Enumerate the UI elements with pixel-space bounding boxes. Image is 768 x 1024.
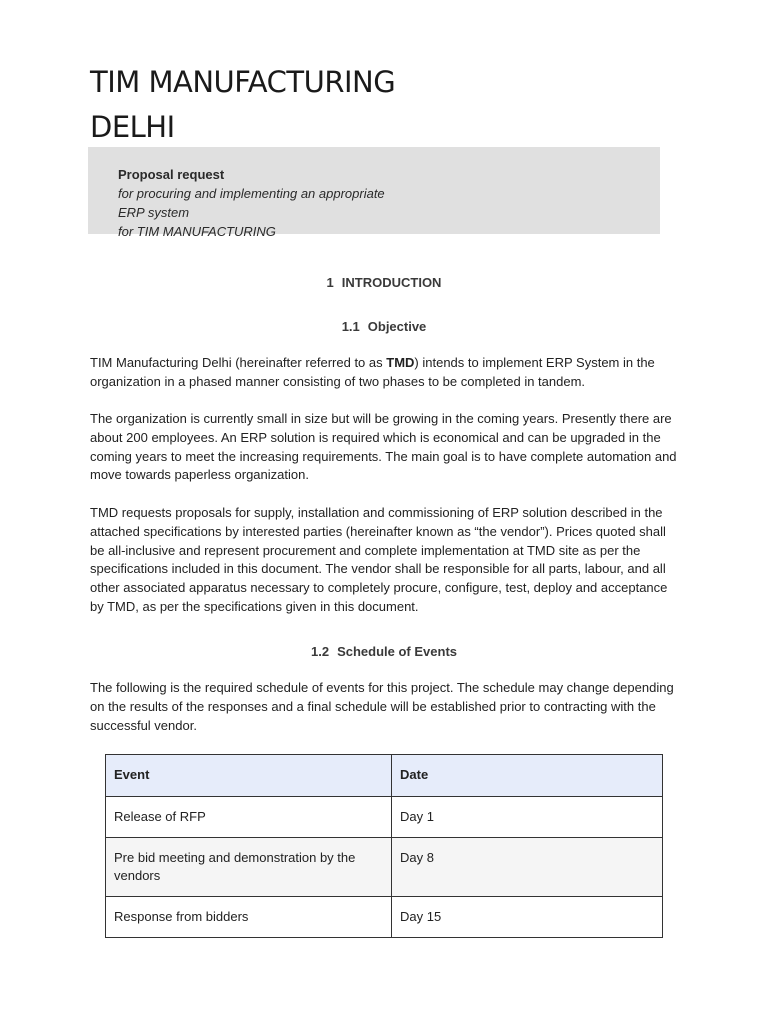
table-header-row xyxy=(106,755,663,797)
schedule-paragraph: The following is the required schedule of events for this project. The schedule may change depending on the results of the responses and a final schedule will be established prior to contracting with the successful vendor. xyxy=(90,680,674,733)
proposal-label: Proposal request xyxy=(118,167,225,182)
column-header-date: Date xyxy=(392,755,663,797)
proposal-line-2: ERP system xyxy=(118,205,190,220)
section-number: 1.2 xyxy=(311,644,330,659)
objective-paragraph-2: The organization is currently small in size but will be growing in the coming years. Presently there are about 200 employees. An ERP solution is required which is economical and can be upgraded in the coming years to meet the increasing requirements. The main goal is to have complete automation and move towards paperless organization. xyxy=(90,411,677,483)
schedule-table xyxy=(105,754,663,938)
proposal-summary-box xyxy=(88,147,660,239)
date-cell: Day 8 xyxy=(392,838,663,897)
section-heading-objective xyxy=(0,319,768,334)
section-number: 1 xyxy=(326,275,334,290)
objective-paragraph-1 xyxy=(90,354,680,392)
section-number: 1.1 xyxy=(341,319,360,334)
document-title xyxy=(90,60,650,150)
event-cell: Release of RFP xyxy=(106,797,392,838)
section-title: Schedule of Events xyxy=(337,644,457,659)
para-text: ) intends to implement ERP System in the organization in a phased manner consisting of two phases to be completed in tandem. xyxy=(90,355,655,389)
section-title: Objective xyxy=(367,319,427,334)
date-cell: Day 15 xyxy=(392,897,663,938)
date-cell: Day 1 xyxy=(392,797,663,838)
event-cell: Response from bidders xyxy=(106,897,392,938)
para-text: TIM Manufacturing Delhi (hereinafter referred to as xyxy=(90,355,387,370)
proposal-line-3: for TIM MANUFACTURING xyxy=(118,224,276,239)
event-cell: Pre bid meeting and demonstration by the vendors xyxy=(106,838,392,897)
column-header-event: Event xyxy=(106,755,392,797)
table-row xyxy=(106,838,663,897)
proposal-line-1: for procuring and implementing an appropriate xyxy=(118,186,385,201)
objective-paragraph-3: TMD requests proposals for supply, installation and commissioning of ERP solution described in the attached specifications by interested parties (hereinafter known as “the vendor”). Prices quoted shall be all-inclusive and represent procurement and complete implementation at TMD site as per the specifications included in this document. The vendor shall be responsible for all parts, labour, and all other associated apparatus necessary to completely procure, configure, test, deploy and acceptance by TMD, as per the specifications given in this document. xyxy=(90,505,668,614)
table-row xyxy=(106,797,663,838)
title-line-1: TIM MANUFACTURING xyxy=(90,65,396,99)
table-row xyxy=(106,897,663,938)
title-line-2: DELHI xyxy=(90,110,175,144)
section-title: INTRODUCTION xyxy=(341,275,442,290)
section-heading-schedule xyxy=(0,644,768,659)
section-heading-introduction xyxy=(0,275,768,290)
tmd-abbreviation: TMD xyxy=(386,355,415,370)
